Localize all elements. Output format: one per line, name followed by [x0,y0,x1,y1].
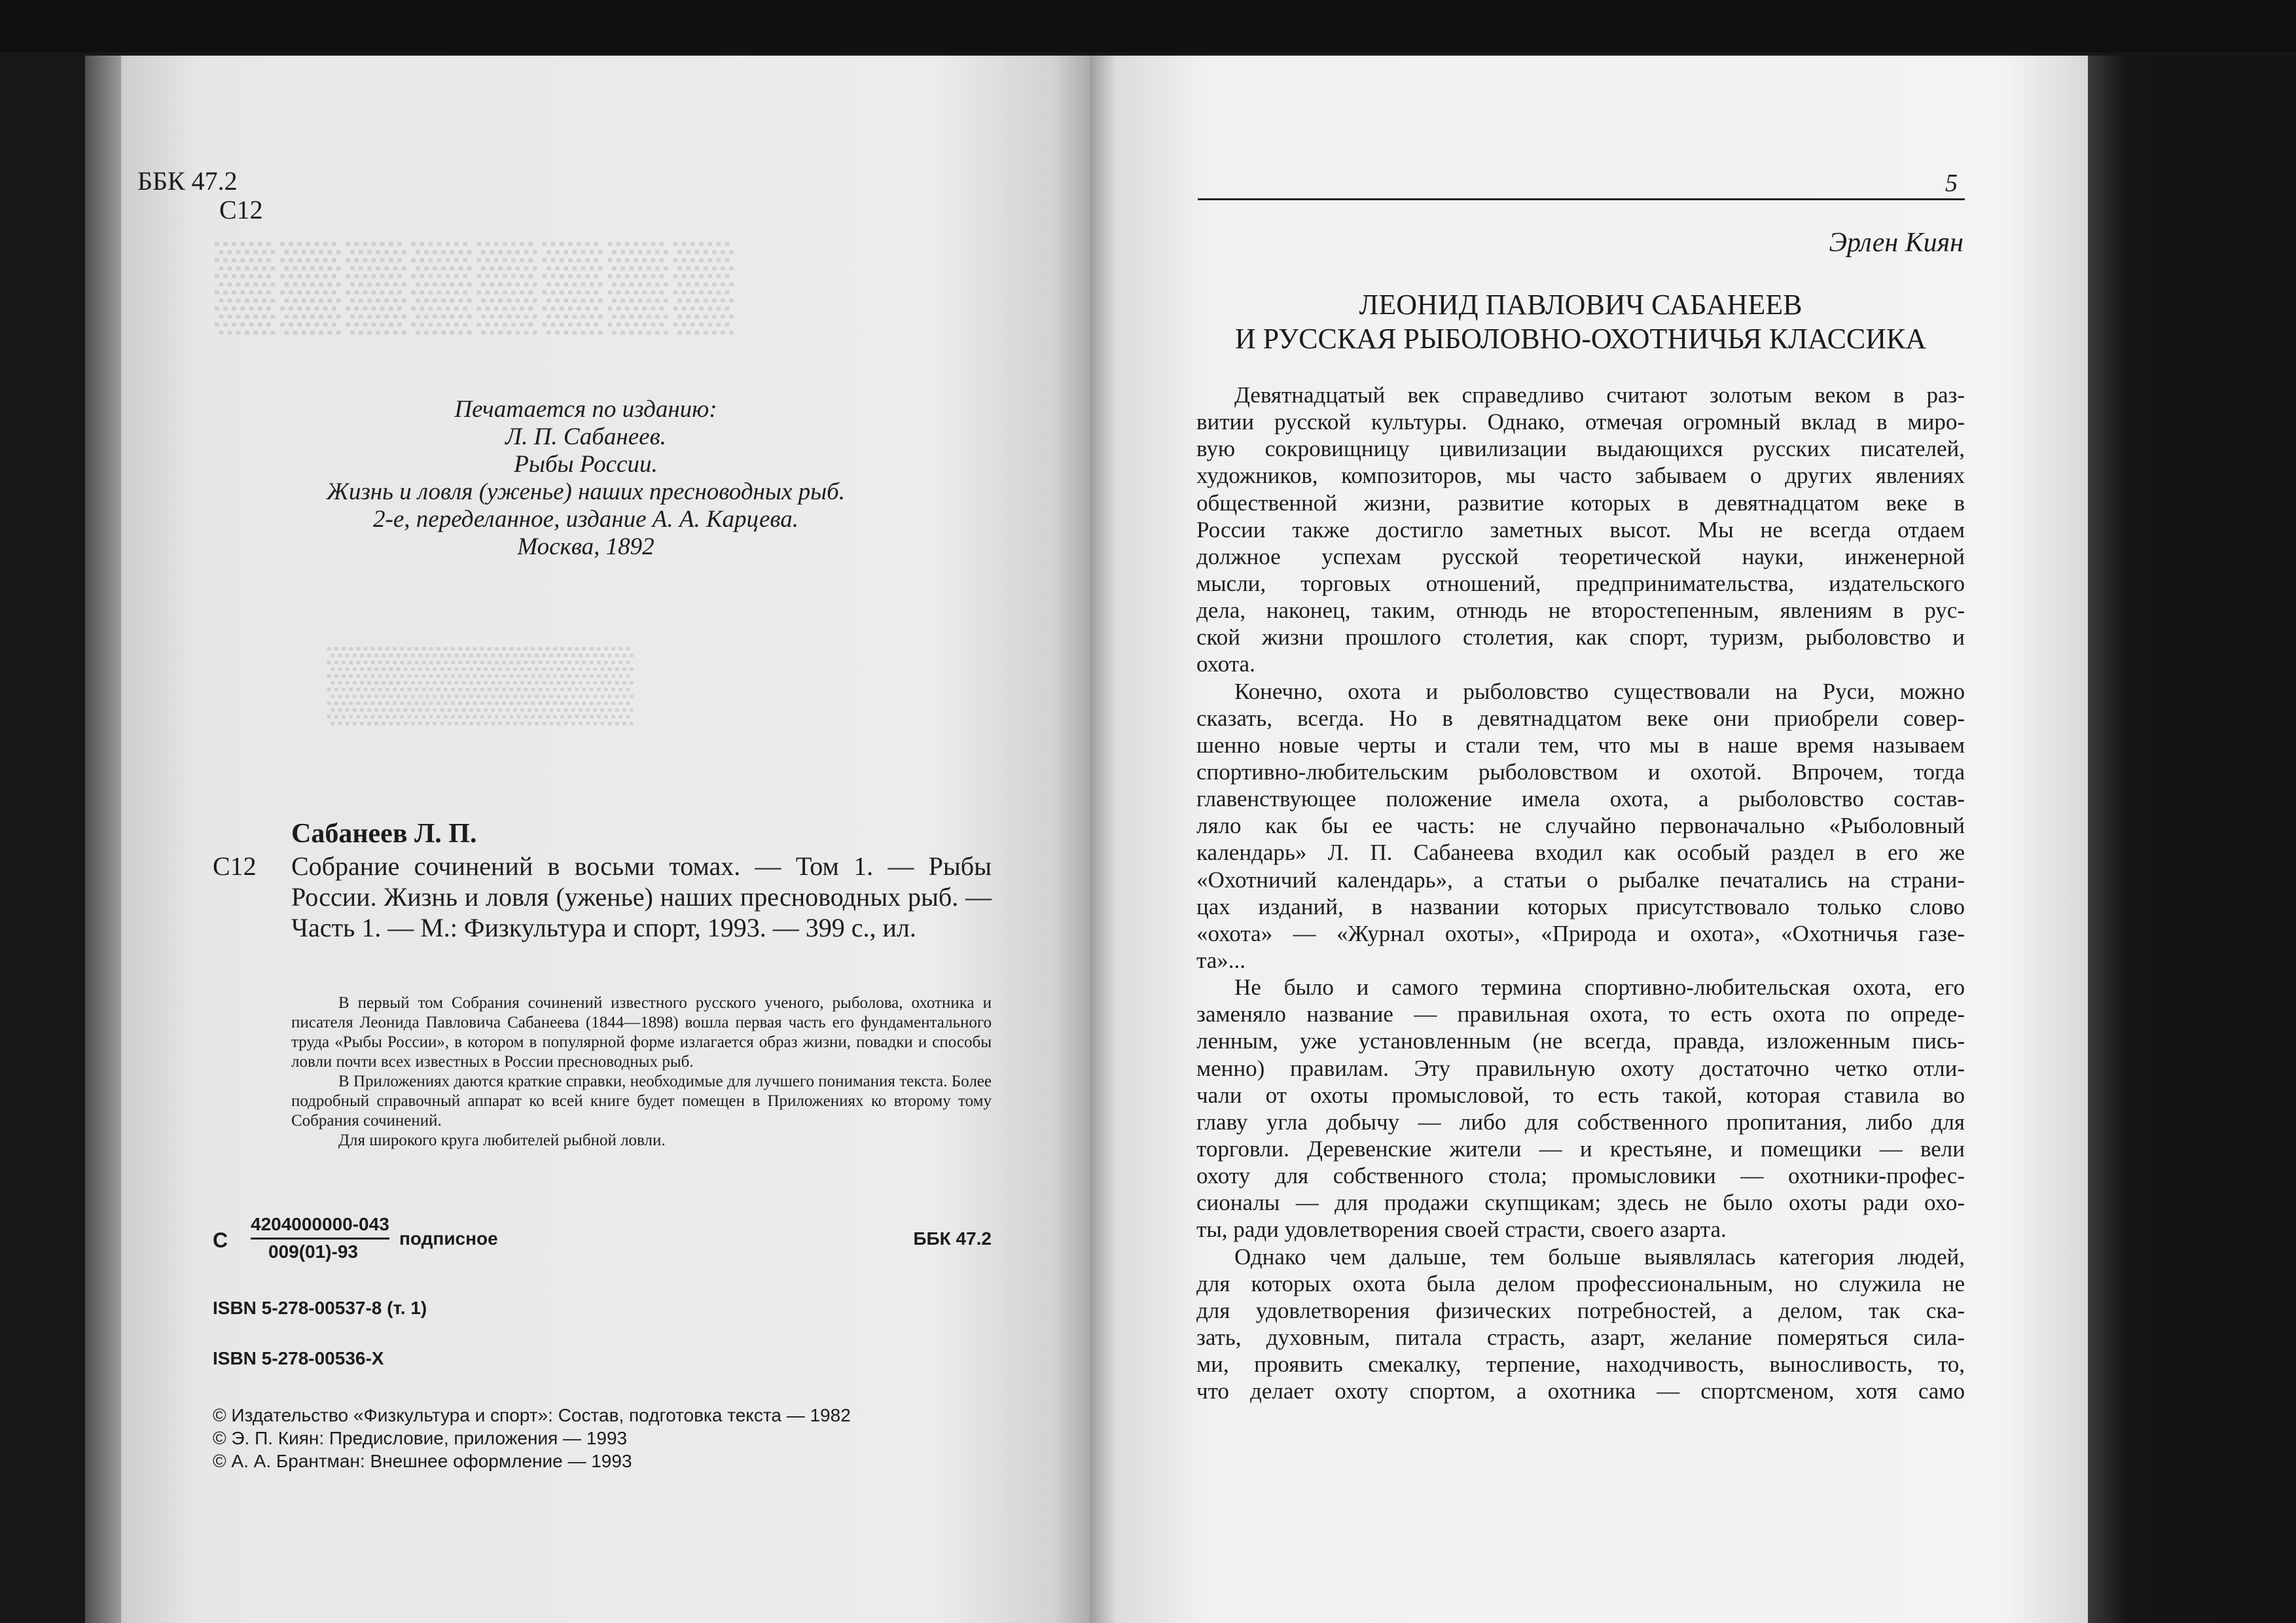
article-body [1196,382,1965,1404]
body-line: ской жизни прошлого столетия, как спорт, туризм, рыболовство и [1196,624,1965,651]
body-line: спортивно-любительским рыболовством и охотой. Впрочем, тогда [1196,758,1965,785]
copyright-notices [213,1404,851,1472]
body-line: Конечно, охота и рыболовство существовали на Руси, можно [1234,678,1965,704]
body-line: мысли, торговых отношений, предпринимательства, издательского [1196,570,1965,596]
copyright-line: © Издательство «Физкультура и спорт»: Состав, подготовка текста — 1982 [213,1405,851,1425]
classification-numerator: 4204000000-043 [251,1214,389,1240]
body-line: менно) правилам. Эту правильную охоту достаточно четко отли- [1196,1055,1965,1081]
body-line: для которых охота была делом профессиональным, но служила не [1196,1270,1965,1296]
classification-letter: С [213,1228,228,1252]
annotation [291,993,992,1150]
copyright-line: © Э. П. Киян: Предисловие, приложения — 1993 [213,1428,628,1448]
isbn-set: ISBN 5-278-00536-Х [213,1348,384,1368]
body-line: та»... [1196,947,1246,973]
classification-bbk: ББК 47.2 [913,1228,992,1249]
body-line: сказать, всегда. Но в девятнадцатом веке они приобрели совер- [1196,705,1965,731]
body-line: «охота» — «Журнал охоты», «Природа и охота», «Охотничья газе- [1196,920,1965,946]
body-line: охоту для собственного стола; промысловики — охотники-профес- [1196,1163,1965,1189]
body-line: Однако чем дальше, тем больше выявлялась категория людей, [1234,1243,1965,1270]
copyright-line: © А. А. Брантман: Внешнее оформление — 1993 [213,1451,632,1471]
article-author: Эрлен Киян [1829,228,1964,258]
body-line: что делает охоту спортом, а охотника — спортсменом, хотя само [1196,1378,1965,1404]
annotation-paragraph: В Приложениях даются краткие справки, необходимые для лучшего понимания текста. Более подробный справочный аппарат ко всей книге будет помещен в Приложениях ко второму тому Собрания сочинений. [291,1073,992,1130]
body-line: общественной жизни, развитие которых в девятнадцатом веке в [1196,490,1965,516]
body-line: художников, композиторов, мы часто забываем о других явлениях [1196,463,1965,489]
left-page [85,56,1093,1623]
body-line: ляло как бы ее часть: не случайно первоначально «Рыболовный [1196,813,1965,839]
source-line: Москва, 1892 [517,533,655,560]
body-line: ты, ради удовлетворения своей страсти, своего азарта. [1196,1217,1727,1243]
body-line: витии русской культуры. Однако, отмечая огромный вклад в миро- [1196,409,1965,435]
body-line: главенствующее положение имела охота, а рыболовство состав- [1196,786,1965,812]
body-line: должное успехам русской теоретической науки, инженерной [1196,543,1965,569]
body-line: Не было и самого термина спортивно-любительская охота, его [1234,974,1965,1001]
bbk-index [137,167,263,224]
body-line: сионалы — для продажи скупщикам; здесь не было охоты ради охо- [1196,1190,1965,1216]
classification-block [213,1214,992,1273]
header-rule [1198,198,1965,200]
classification-denominator: 009(01)-93 [268,1241,358,1262]
body-line: ленным, уже установленным (не всегда, правда, изложенным пись- [1196,1028,1965,1054]
author-code: С12 [213,851,257,881]
body-line: для удовлетворения физических потребностей, а делом, так ска- [1196,1297,1965,1323]
body-line: чали от охоты промысловой, то есть такой, которая ставила во [1196,1082,1965,1108]
bbk-code: ББК 47.2 [137,166,238,196]
body-line: заменяло название — правильная охота, то есть охота по опреде- [1196,1001,1965,1027]
source-line: Л. П. Сабанеев. [505,423,666,450]
body-line: «Охотничий календарь», а статьи о рыбалке печатались на страни- [1196,866,1965,893]
body-line: календарь» Л. П. Сабанеева входил как особый раздел в его же [1196,840,1965,866]
page-number: 5 [1945,169,1958,197]
body-line: Девятнадцатый век справедливо считают золотым веком в раз- [1234,382,1965,408]
scanner-edge [0,0,2296,52]
body-line: зать, духовным, питала страсть, азарт, желание померяться сила- [1196,1324,1965,1350]
body-line: ми, проявить смекалку, терпение, находчивость, выносливость, то, [1196,1351,1965,1378]
body-line: главу угла добычу — либо для собственного пропитания, либо для [1196,1109,1965,1135]
body-line: охота. [1196,651,1255,677]
author-name: Сабанеев Л. П. [291,819,477,849]
body-line: России также достигло заметных высот. Мы не всегда отдаем [1196,516,1965,543]
body-line: дела, наконец, таким, отнюдь не второстепенным, явлениям в рус- [1196,597,1965,624]
annotation-paragraph: В первый том Собрания сочинений известного русского ученого, рыболова, охотника и писателя Леонида Павловича Сабанеева (1844—1898) вошла первая часть его фундаментального труда «Рыбы России», в котором в популярной форме излагается образ жизни, повадки и способы ловли почти всех известных в России пресноводных рыб. [291,994,992,1071]
bbk-author-sign: С12 [219,195,263,224]
source-line: 2-е, переделанное, издание А. А. Карцева. [373,506,798,533]
article-title [1185,288,1977,356]
source-edition [249,396,923,561]
body-line: торговли. Деревенские жители — и крестьяне, и помещики — вели [1196,1135,1965,1162]
source-line: Жизнь и ловля (уженье) наших пресноводных рыб. [326,478,846,505]
isbn-volume: ISBN 5-278-00537-8 (т. 1) [213,1298,427,1318]
title-line: ЛЕОНИД ПАВЛОВИЧ САБАНЕЕВ [1359,289,1803,321]
subscription-label: подписное [399,1228,498,1249]
bibliographic-text: Собрание сочинений в восьми томах. — Том 1. — Рыбы России. Жизнь и ловля (уженье) наших пресноводных рыб. — Часть 1. — М.: Физкультура и спорт, 1993. — 399 с., ил. [291,851,992,942]
title-line: И РУССКАЯ РЫБОЛОВНО-ОХОТНИЧЬЯ КЛАССИКА [1234,323,1927,355]
annotation-paragraph: Для широкого круга любителей рыбной ловли. [338,1132,666,1149]
body-line: вую сокровищницу цивилизации выдающихся русских писателей, [1196,436,1965,462]
source-line: Печатается по изданию: [454,396,717,423]
body-line: шенно новые черты и стали тем, что мы в наше время называем [1196,732,1965,758]
body-line: цах изданий, в названии которых присутствовало только слово [1196,893,1965,919]
scan-background [2088,56,2296,1623]
bibliographic-record [291,851,992,943]
source-line: Рыбы России. [514,451,658,478]
